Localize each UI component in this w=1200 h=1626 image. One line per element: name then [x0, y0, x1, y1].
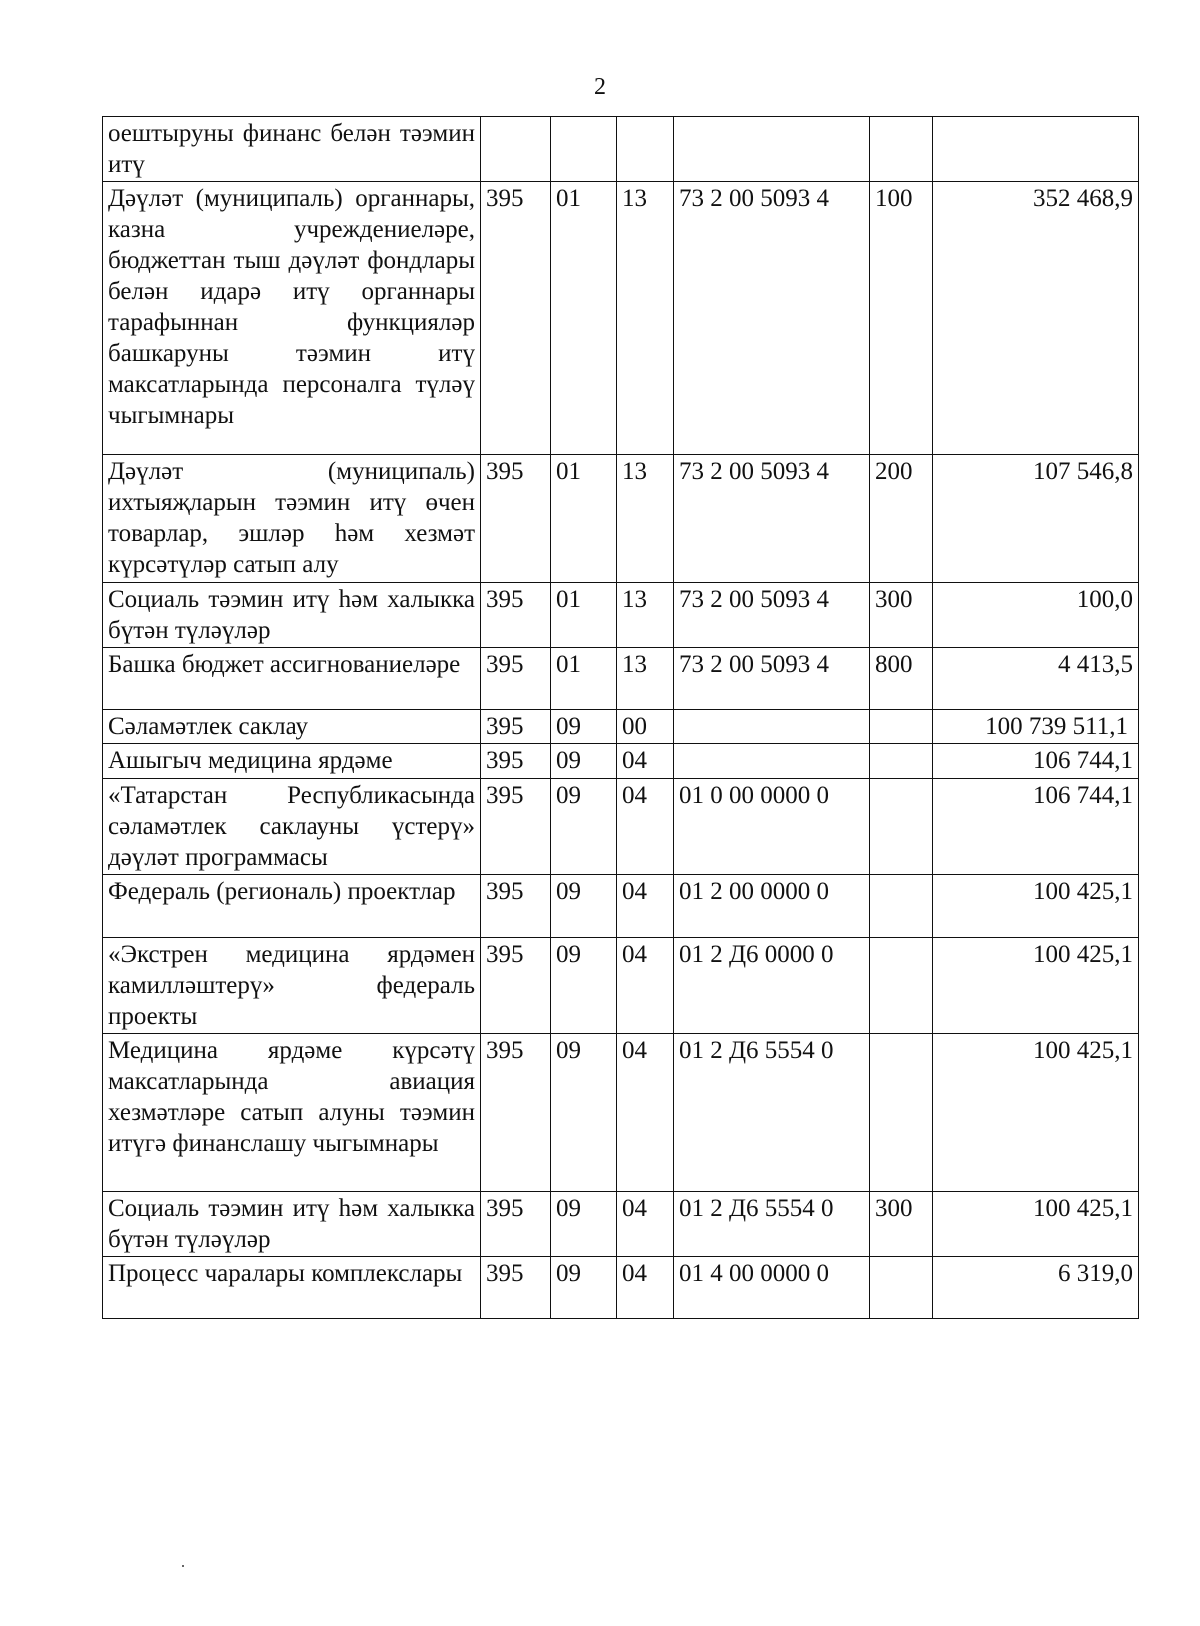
row-vr [870, 744, 933, 779]
row-csr: 01 2 00 0000 0 [674, 875, 870, 938]
row-csr [674, 710, 870, 744]
row-vr [870, 117, 933, 182]
table-row [103, 1192, 1139, 1257]
row-pr: 04 [617, 938, 674, 1034]
row-csr: 73 2 00 5093 4 [674, 182, 870, 455]
row-pr: 13 [617, 455, 674, 583]
row-rz: 09 [551, 1257, 617, 1319]
table-row [103, 182, 1139, 455]
row-name: Сәламәтлек саклау [103, 710, 481, 744]
row-rz: 01 [551, 182, 617, 455]
row-vr [870, 938, 933, 1034]
row-csr: 01 0 00 0000 0 [674, 779, 870, 875]
row-ved: 395 [481, 455, 551, 583]
row-csr: 73 2 00 5093 4 [674, 648, 870, 710]
row-rz: 09 [551, 875, 617, 938]
row-rz: 09 [551, 710, 617, 744]
row-ved: 395 [481, 648, 551, 710]
row-rz: 09 [551, 779, 617, 875]
row-amount: 4 413,5 [933, 648, 1139, 710]
row-csr: 01 2 Д6 5554 0 [674, 1034, 870, 1192]
row-rz: 09 [551, 1034, 617, 1192]
row-pr: 00 [617, 710, 674, 744]
row-amount: 100 425,1 [933, 1192, 1139, 1257]
row-amount: 100 739 511,1 [933, 710, 1139, 744]
row-pr: 13 [617, 648, 674, 710]
row-ved: 395 [481, 779, 551, 875]
row-vr: 100 [870, 182, 933, 455]
row-ved: 395 [481, 938, 551, 1034]
row-ved: 395 [481, 182, 551, 455]
row-name: Ашыгыч медицина ярдәме [103, 744, 481, 779]
row-name: «Экстрен медицина ярдәмен камилләштерү» федераль проекты [103, 938, 481, 1034]
scan-speck [182, 1565, 184, 1567]
table-row [103, 875, 1139, 938]
table-row [103, 1257, 1139, 1319]
row-rz: 01 [551, 455, 617, 583]
table-row [103, 938, 1139, 1034]
row-pr: 04 [617, 744, 674, 779]
row-amount: 106 744,1 [933, 744, 1139, 779]
row-rz: 01 [551, 583, 617, 648]
row-amount [933, 117, 1139, 182]
row-csr [674, 744, 870, 779]
row-ved: 395 [481, 875, 551, 938]
row-pr: 04 [617, 1257, 674, 1319]
row-amount: 100,0 [933, 583, 1139, 648]
row-vr: 200 [870, 455, 933, 583]
row-amount: 100 425,1 [933, 875, 1139, 938]
table-row [103, 744, 1139, 779]
row-ved: 395 [481, 1034, 551, 1192]
row-vr [870, 875, 933, 938]
row-vr [870, 779, 933, 875]
row-vr [870, 1034, 933, 1192]
row-vr: 800 [870, 648, 933, 710]
row-rz: 01 [551, 648, 617, 710]
budget-table [102, 116, 1139, 1319]
row-pr: 04 [617, 779, 674, 875]
row-ved: 395 [481, 1192, 551, 1257]
row-csr [674, 117, 870, 182]
row-amount: 100 425,1 [933, 1034, 1139, 1192]
row-pr: 04 [617, 1034, 674, 1192]
row-vr: 300 [870, 1192, 933, 1257]
row-rz: 09 [551, 1192, 617, 1257]
row-vr: 300 [870, 583, 933, 648]
row-name: «Татарстан Республикасында сәламәтлек саклауны үстерү» дәүләт программасы [103, 779, 481, 875]
row-csr: 73 2 00 5093 4 [674, 455, 870, 583]
row-amount: 100 425,1 [933, 938, 1139, 1034]
row-pr: 13 [617, 583, 674, 648]
row-ved: 395 [481, 583, 551, 648]
row-name: Социаль тәэмин итү һәм халыкка бүтән түләүләр [103, 1192, 481, 1257]
row-csr: 01 4 00 0000 0 [674, 1257, 870, 1319]
row-csr: 01 2 Д6 5554 0 [674, 1192, 870, 1257]
row-vr [870, 1257, 933, 1319]
table-row [103, 117, 1139, 182]
row-amount: 106 744,1 [933, 779, 1139, 875]
row-ved: 395 [481, 1257, 551, 1319]
table-row [103, 455, 1139, 583]
row-name: Дәүләт (муниципаль) ихтыяҗларын тәэмин итү өчен товарлар, эшләр һәм хезмәт күрсәтүләр сатып алу [103, 455, 481, 583]
table-row [103, 1034, 1139, 1192]
page-number: 2 [594, 74, 606, 100]
row-rz: 09 [551, 938, 617, 1034]
row-ved [481, 117, 551, 182]
row-name: Федераль (региональ) проектлар [103, 875, 481, 938]
row-amount: 107 546,8 [933, 455, 1139, 583]
row-name: оештыруны финанс белән тәэмин итү [103, 117, 481, 182]
row-name: Башка бюджет ассигнованиеләре [103, 648, 481, 710]
row-csr: 01 2 Д6 0000 0 [674, 938, 870, 1034]
row-pr [617, 117, 674, 182]
row-ved: 395 [481, 710, 551, 744]
row-name: Социаль тәэмин итү һәм халыкка бүтән түләүләр [103, 583, 481, 648]
row-pr: 04 [617, 875, 674, 938]
row-vr [870, 710, 933, 744]
table-row [103, 779, 1139, 875]
table-row [103, 648, 1139, 710]
row-amount: 6 319,0 [933, 1257, 1139, 1319]
row-rz [551, 117, 617, 182]
row-csr: 73 2 00 5093 4 [674, 583, 870, 648]
row-ved: 395 [481, 744, 551, 779]
row-rz: 09 [551, 744, 617, 779]
table-row [103, 583, 1139, 648]
row-name: Процесс чаралары комплекслары [103, 1257, 481, 1319]
row-pr: 13 [617, 182, 674, 455]
row-name: Дәүләт (муниципаль) органнары, казна учреждениеләре, бюджеттан тыш дәүләт фондлары белән идарә итү органнары тарафыннан функцияләр башкаруны тәэмин итү максатларында персоналга түләү чыгымнары [103, 182, 481, 455]
table-row [103, 710, 1139, 744]
row-pr: 04 [617, 1192, 674, 1257]
row-name: Медицина ярдәме күрсәтү максатларында авиация хезмәтләре сатып алуны тәэмин итүгә финанслашу чыгымнары [103, 1034, 481, 1192]
row-amount: 352 468,9 [933, 182, 1139, 455]
